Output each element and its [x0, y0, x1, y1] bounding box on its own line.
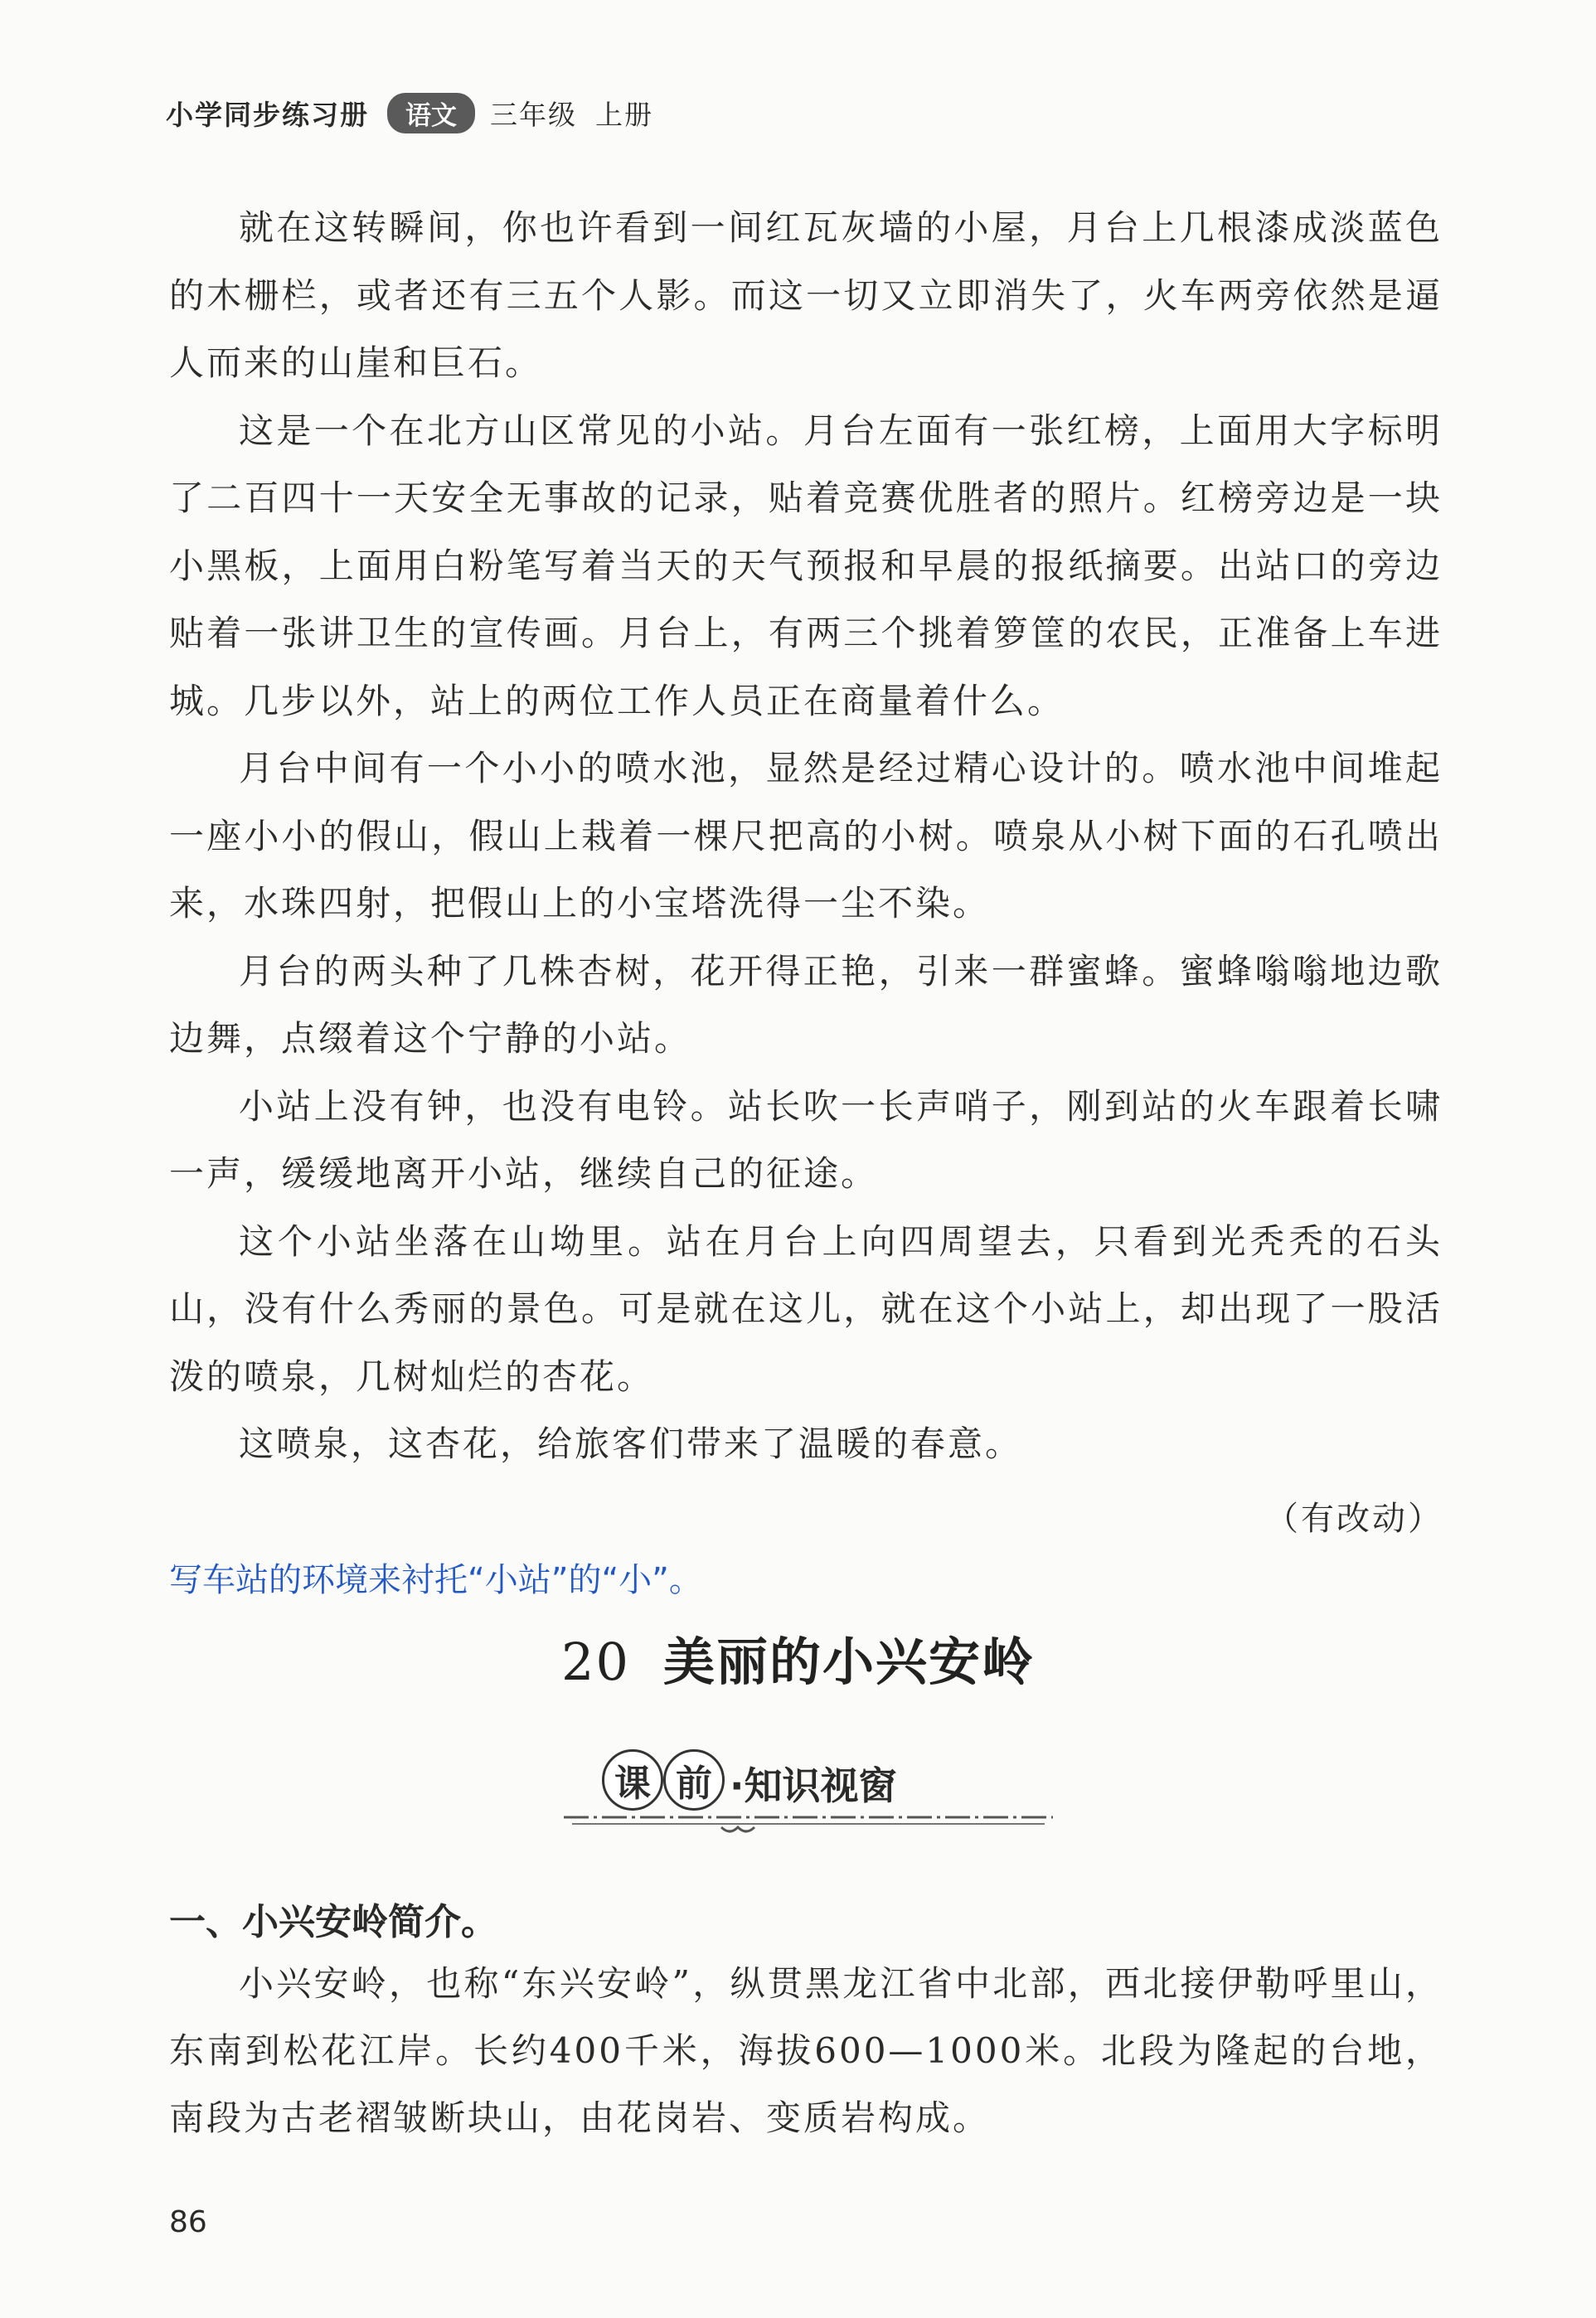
- story-paragraph-3: 月台中间有一个小小的喷水池，显然是经过精心设计的。喷水池中间堆起一座小小的假山，假山上栽着一棵尺把高的小树。喷泉从小树下面的石孔喷出来，水珠四射，把假山上的小宝塔洗得一尘不染。: [169, 748, 1443, 924]
- section-heading: 一、小兴安岭简介。: [169, 1901, 497, 1943]
- story-paragraph-5: 小站上没有钟，也没有电铃。站长吹一长声哨子，刚到站的火车跟着长啸一声，缓缓地离开小站，继续自己的征途。: [169, 1085, 1443, 1194]
- lesson-number: 20: [561, 1632, 630, 1692]
- section-banner: [564, 1749, 1053, 1840]
- source-note: （有改动）: [1265, 1500, 1443, 1538]
- grade-label: 三年级: [490, 99, 577, 131]
- book-title: 小学同步练习册: [166, 99, 369, 131]
- volume-label: 上册: [595, 99, 653, 131]
- intro-paragraph: 小兴安岭，也称“东兴安岭”，纵贯黑龙江省中北部，西北接伊勒呼里山，东南到松花江岸。长约400千米，海拔600—1000米。北段为隆起的台地，南段为古老褶皱断块山，由花岗岩、变质岩构成。: [169, 1963, 1443, 2138]
- banner-seal-2: 前: [663, 1749, 725, 1811]
- lesson-name: 美丽的小兴安岭: [662, 1632, 1035, 1692]
- story-paragraph-1: 就在这转瞬间，你也许看到一间红瓦灰墙的小屋，月台上几根漆成淡蓝色的木栅栏，或者还有三五个人影。而这一切又立即消失了，火车两旁依然是逼人而来的山崖和巨石。: [169, 207, 1443, 383]
- subject-badge: 语文: [387, 93, 475, 133]
- lesson-title: [0, 1621, 1596, 1695]
- page-header: [166, 93, 653, 133]
- banner-text: ·知识视窗: [730, 1763, 897, 1808]
- story-text: [169, 194, 1443, 1478]
- banner-ornament-icon: [564, 1799, 1053, 1840]
- intro-text: [169, 1950, 1443, 2151]
- page-number: 86: [169, 2205, 207, 2239]
- story-paragraph-4: 月台的两头种了几株杏树，花开得正艳，引来一群蜜蜂。蜜蜂嗡嗡地边歌边舞，点缀着这个宁静的小站。: [169, 950, 1443, 1059]
- story-paragraph-2: 这是一个在北方山区常见的小站。月台左面有一张红榜，上面用大字标明了二百四十一天安全无事故的记录，贴着竞赛优胜者的照片。红榜旁边是一块小黑板，上面用白粉笔写着当天的天气预报和早晨的报纸摘要。出站口的旁边贴着一张讲卫生的宣传画。月台上，有两三个挑着箩筐的农民，正准备上车进城。几步以外，站上的两位工作人员正在商量着什么。: [169, 410, 1443, 721]
- banner-seal-1: 课: [602, 1749, 663, 1811]
- story-paragraph-7: 这喷泉，这杏花，给旅客们带来了温暖的春意。: [239, 1423, 1023, 1464]
- handwritten-annotation: 写车站的环境来衬托“小站”的“小”。: [169, 1561, 702, 1599]
- story-paragraph-6: 这个小站坐落在山坳里。站在月台上向四周望去，只看到光秃秃的石头山，没有什么秀丽的景色。可是就在这儿，就在这个小站上，却出现了一股活泼的喷泉，几树灿烂的杏花。: [169, 1220, 1443, 1397]
